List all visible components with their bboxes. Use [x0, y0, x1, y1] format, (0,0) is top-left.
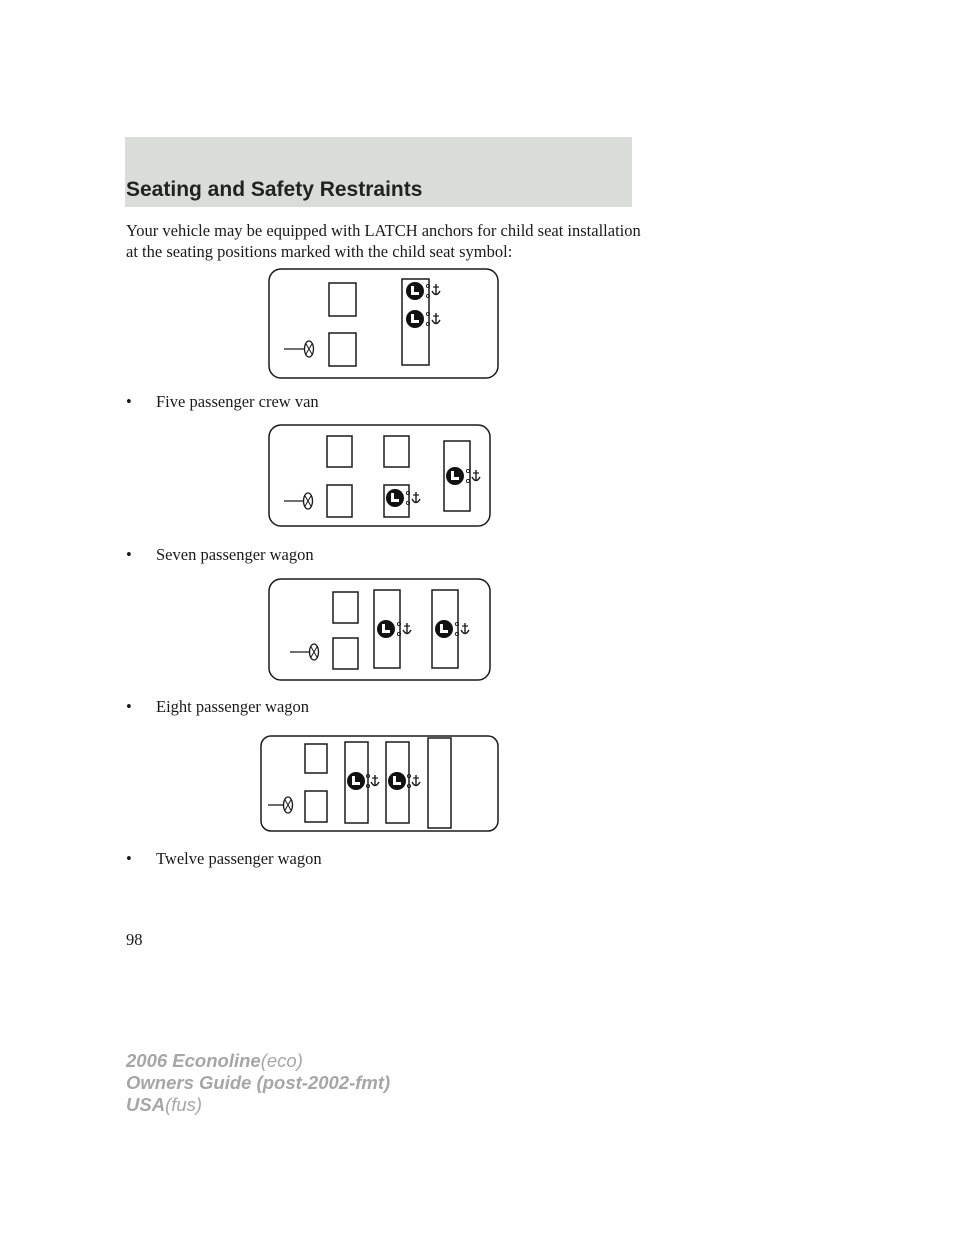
list-item — [126, 545, 314, 565]
bench-seat — [428, 738, 451, 828]
seating-diagram-eight-passenger — [268, 578, 492, 682]
bullet-symbol: • — [126, 545, 132, 564]
seat — [329, 333, 356, 366]
footer-line-1 — [126, 1050, 390, 1072]
configuration-label: Five passenger crew van — [156, 392, 319, 411]
footer-model-code: (eco) — [260, 1050, 303, 1071]
configuration-label: Eight passenger wagon — [156, 697, 310, 716]
seat — [333, 638, 358, 669]
footer-market: USA — [126, 1094, 166, 1115]
list-item — [126, 392, 319, 412]
configuration-label: Seven passenger wagon — [156, 545, 314, 564]
intro-paragraph: Your vehicle may be equipped with LATCH anchors for child seat installation at the seating positions marked with the child seat symbol: — [126, 221, 641, 261]
bullet-symbol: • — [126, 697, 132, 716]
bullet-symbol: • — [126, 392, 132, 411]
footer — [126, 1050, 390, 1116]
seating-diagram-twelve-passenger — [260, 735, 500, 833]
footer-model: 2006 Econoline — [126, 1050, 261, 1071]
seat — [384, 436, 409, 467]
seating-diagram-seven-passenger — [268, 424, 492, 528]
seating-diagram-five-passenger — [268, 268, 500, 380]
list-item — [126, 697, 309, 717]
seat — [329, 283, 356, 316]
seat — [305, 791, 327, 822]
footer-line-3 — [126, 1094, 390, 1116]
seat — [327, 485, 352, 517]
configuration-label: Twelve passenger wagon — [156, 849, 322, 868]
page-number: 98 — [126, 930, 143, 949]
list-item — [126, 849, 322, 869]
bullet-symbol: • — [126, 849, 132, 868]
seat — [305, 744, 327, 773]
seat — [333, 592, 358, 623]
seat — [327, 436, 352, 467]
section-title: Seating and Safety Restraints — [126, 178, 423, 201]
footer-market-code: (fus) — [165, 1094, 203, 1115]
footer-line-2: Owners Guide (post-2002-fmt) — [126, 1072, 391, 1093]
